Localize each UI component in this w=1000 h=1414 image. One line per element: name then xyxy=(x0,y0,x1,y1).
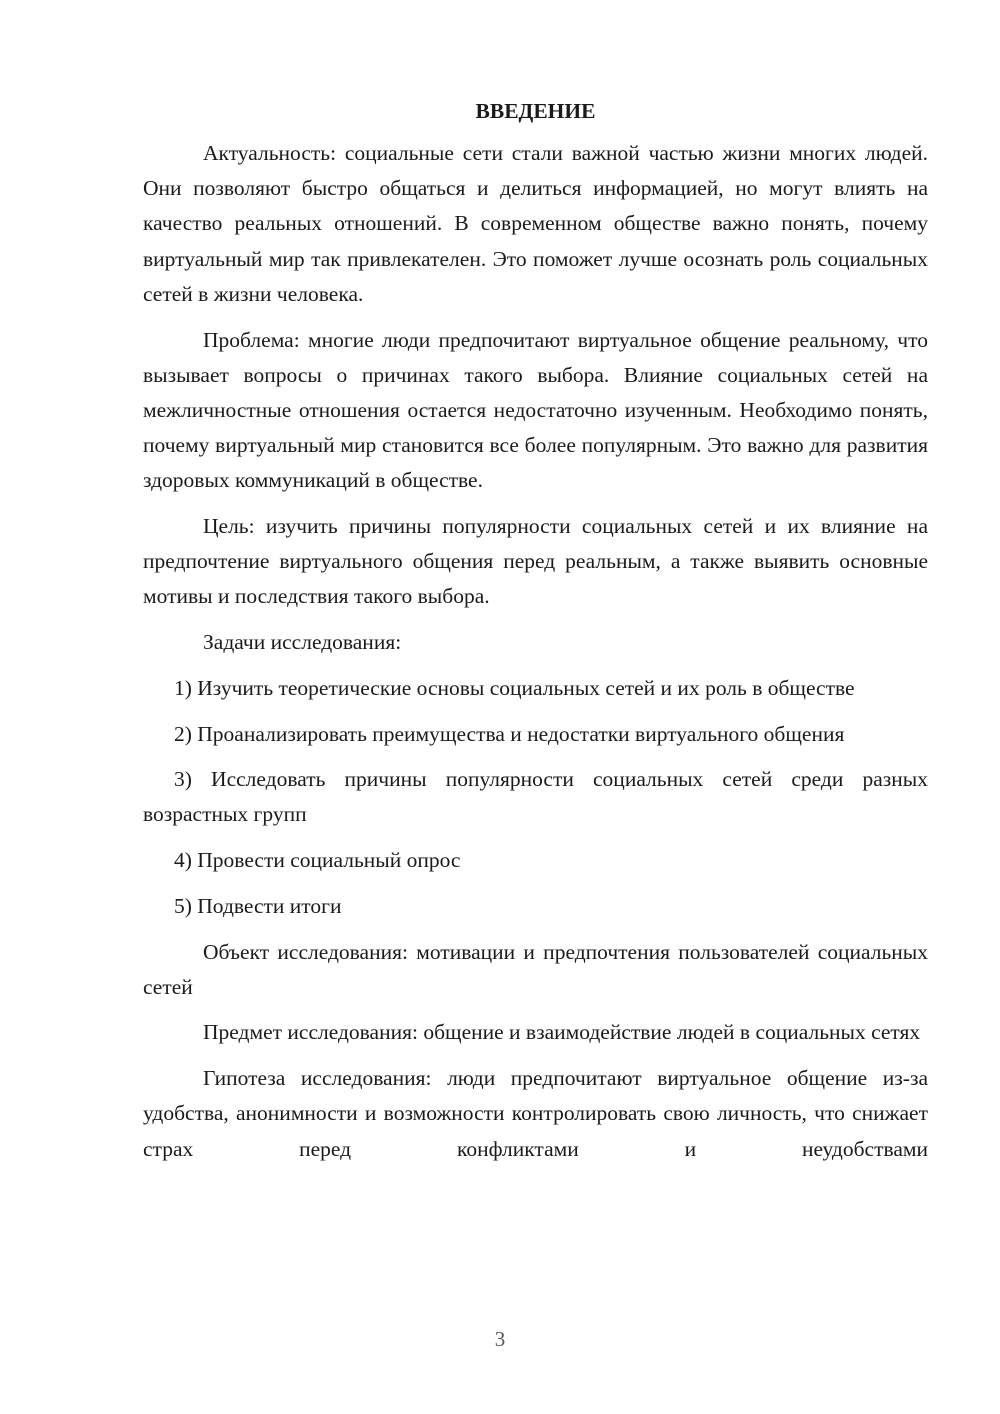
goal-paragraph: Цель: изучить причины популярности социальных сетей и их влияние на предпочтение виртуального общения перед реальным, а также выявить основные мотивы и последствия такого выбора. xyxy=(143,514,928,609)
object-paragraph: Объект исследования: мотивации и предпочтения пользователей социальных сетей xyxy=(143,939,928,999)
task-item-4: 4) Провести социальный опрос xyxy=(174,848,461,873)
task-item-5: 5) Подвести итоги xyxy=(174,893,342,918)
problem-paragraph: Проблема: многие люди предпочитают виртуальное общение реальному, что вызывает вопросы о причинах такого выбора. Влияние социальных сетей на межличностные отношения остается недостаточно изученным. Необходимо понять, почему виртуальный мир становится все более популярным. Это важно для развития здоровых коммуникаций в обществе. xyxy=(143,327,928,493)
tasks-heading: Задачи исследования: xyxy=(203,630,402,655)
hypothesis-paragraph: Гипотеза исследования: люди предпочитают виртуальное общение из-за удобства, анонимности и возможности контролировать свою личность, что снижает страх перед конфликтами и неудобствами xyxy=(143,1066,928,1161)
document-page xyxy=(143,96,928,1177)
task-item-3: 3) Исследовать причины популярности социальных сетей среди разных возрастных групп xyxy=(143,767,928,827)
task-item-1: 1) Изучить теоретические основы социальных сетей и их роль в обществе xyxy=(174,675,855,700)
relevance-paragraph: Актуальность: социальные сети стали важной частью жизни многих людей. Они позволяют быстро общаться и делиться информацией, но могут влиять на качество реальных отношений. В современном обществе важно понять, почему виртуальный мир так привлекателен. Это поможет лучше осознать роль социальных сетей в жизни человека. xyxy=(143,141,928,306)
page-number: 3 xyxy=(494,1327,506,1351)
section-title: ВВЕДЕНИЕ xyxy=(475,99,596,123)
subject-paragraph: Предмет исследования: общение и взаимодействие людей в социальных сетях xyxy=(203,1020,921,1045)
task-item-2: 2) Проанализировать преимущества и недостатки виртуального общения xyxy=(174,721,845,746)
